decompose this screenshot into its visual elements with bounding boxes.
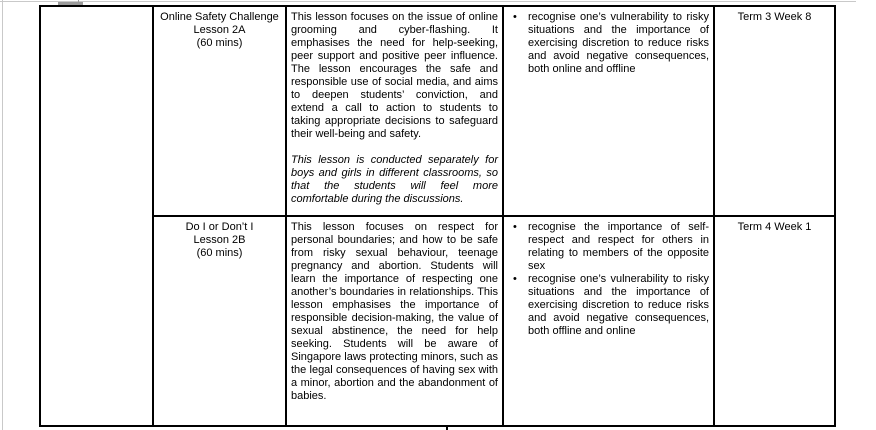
- outcome-text: recognise one’s vulnerability to risky situations and the importance of exercising discretion to reduce risks and avoid negative consequences, both offline and online: [528, 273, 709, 337]
- lesson-code: Lesson 2A: [193, 24, 246, 36]
- schedule-cell-row2: [713, 215, 834, 425]
- outcome-text: recognise the importance of self-respect and respect for others in relating to members of the opposite sex: [528, 221, 709, 272]
- lesson-note: This lesson is conducted separately for boys and girls in different classrooms, so that the students will feel more comfortable during the discussions.: [291, 154, 498, 205]
- outcome-text: recognise one’s vulnerability to risky situations and the importance of exercising discretion to reduce risks and avoid negative consequences, both online and offline: [528, 11, 709, 75]
- lesson-description-cell-row2: [285, 215, 502, 425]
- row-label-cell-empty: [41, 7, 152, 425]
- lesson-description: This lesson focuses on the issue of online grooming and cyber-flashing. It emphasises the need for help-seeking, peer support and positive peer influence. The lesson encourages the safe and responsible use of social media, and aims to deepen students’ conviction, and extend a call to action to students to taking appropriate decisions to safeguard their well-being and safety.: [291, 11, 498, 140]
- lesson-description: This lesson focuses on respect for personal boundaries; and how to be safe from risky sexual behaviour, teenage pregnancy and abortion. Students will learn the importance of respecting one another’s boundaries in relationships. This lesson emphasises the importance of responsible decision-making, the value of sexual abstinence, the need for help seeking. Students will be aware of Singapore laws protecting minors, such as the legal consequences of having sex with a minor, abortion and the abandonment of babies.: [291, 221, 498, 402]
- schedule-text: Term 4 Week 1: [737, 221, 812, 233]
- page-edge-horizontal-line: [0, 1, 856, 2]
- learning-outcomes-cell-row2: [502, 215, 713, 425]
- outcome-item: [508, 273, 709, 338]
- curriculum-table: [39, 5, 836, 427]
- bullet-icon: •: [513, 221, 517, 233]
- lesson-title: Online Safety Challenge: [160, 11, 279, 23]
- schedule-text: Term 3 Week 8: [737, 11, 812, 23]
- schedule-cell-row1: [713, 7, 834, 215]
- lesson-name-cell-row1: [152, 7, 285, 215]
- page-edge-vertical-line: [2, 0, 3, 430]
- lesson-name-cell-row2: [152, 215, 285, 425]
- bullet-icon: •: [513, 273, 517, 285]
- lesson-description-cell-row1: [285, 7, 502, 215]
- learning-outcomes-cell-row1: [502, 7, 713, 215]
- lesson-duration: (60 mins): [196, 247, 243, 259]
- outcome-item: [508, 11, 709, 76]
- bullet-icon: •: [513, 11, 517, 23]
- lesson-duration: (60 mins): [196, 37, 243, 49]
- lesson-code: Lesson 2B: [193, 234, 246, 246]
- lesson-title: Do I or Don’t I: [185, 221, 254, 233]
- outcome-item: [508, 221, 709, 273]
